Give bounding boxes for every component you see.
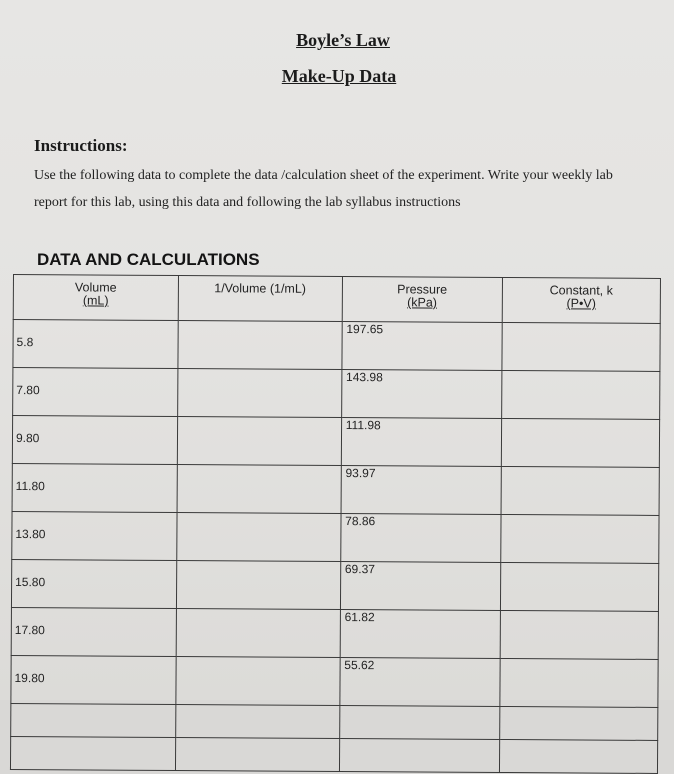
table-row-empty: [10, 736, 657, 773]
empty-cell: [499, 706, 657, 740]
volume-cell: 7.80: [13, 368, 178, 417]
inverse-volume-cell: [176, 513, 340, 562]
table-row: [13, 320, 660, 372]
constant-cell: [501, 466, 660, 515]
header-inverse-volume: [178, 276, 342, 322]
volume-cell: 19.80: [11, 655, 176, 704]
constant-cell: [501, 514, 660, 563]
constant-cell: [500, 562, 659, 611]
constant-cell: [500, 658, 659, 707]
volume-cell: 13.80: [12, 511, 177, 560]
pressure-cell: 61.82: [340, 610, 500, 659]
empty-cell: [11, 703, 176, 737]
document-title: Boyle’s Law: [296, 30, 390, 50]
header-pressure: [342, 277, 502, 323]
volume-cell: 11.80: [12, 463, 177, 512]
empty-cell: [499, 739, 657, 773]
table-row-empty: [11, 703, 658, 740]
header-pressure-label: Pressure: [397, 282, 448, 297]
document-subtitle: Make-Up Data: [281, 66, 397, 86]
empty-cell: [339, 739, 499, 773]
table-row: [12, 416, 659, 468]
data-table: [10, 274, 661, 774]
constant-cell: [502, 322, 661, 371]
instructions-text: Use the following data to complete the data /calculation sheet of the experiment. Write your weekly lab report for this lab, using this data and following the lab syllabus instructions: [34, 168, 613, 210]
inverse-volume-cell: [176, 657, 340, 706]
empty-cell: [175, 738, 339, 772]
pressure-cell: 93.97: [341, 466, 501, 515]
header-volume-label: Volume: [74, 280, 117, 295]
inverse-volume-cell: [177, 465, 341, 514]
header-volume: [13, 275, 178, 321]
pressure-cell: 197.65: [342, 322, 502, 371]
empty-cell: [175, 705, 339, 739]
pressure-cell: 69.37: [340, 562, 500, 611]
header-constant: [502, 277, 661, 323]
table-row: [11, 607, 658, 659]
inverse-volume-cell: [176, 561, 340, 610]
pressure-cell: 143.98: [341, 370, 501, 419]
instructions-heading: Instructions:: [34, 136, 128, 155]
inverse-volume-cell: [176, 609, 340, 658]
header-pressure-unit: (kPa): [407, 295, 438, 310]
volume-cell: 5.8: [13, 320, 178, 369]
section-title: DATA AND CALCULATIONS: [37, 250, 260, 269]
volume-cell: 9.80: [12, 416, 177, 465]
inverse-volume-cell: [177, 417, 341, 466]
table-row: [12, 463, 659, 515]
empty-cell: [10, 736, 175, 770]
inverse-volume-cell: [178, 321, 342, 370]
volume-cell: 15.80: [11, 559, 176, 608]
header-volume-unit: (mL): [82, 293, 109, 308]
constant-cell: [501, 418, 660, 467]
volume-cell: 17.80: [11, 607, 176, 656]
header-inverse-volume-label: 1/Volume (1/mL): [214, 281, 307, 296]
header-constant-unit: (P•V): [566, 296, 596, 311]
table-header-row: [13, 275, 660, 324]
empty-cell: [339, 706, 499, 740]
header-constant-label: Constant, k: [549, 283, 613, 298]
table-row: [11, 559, 658, 611]
pressure-cell: 55.62: [340, 658, 500, 707]
table-row: [13, 368, 660, 420]
pressure-cell: 78.86: [340, 514, 500, 563]
constant-cell: [500, 610, 659, 659]
inverse-volume-cell: [177, 369, 341, 418]
pressure-cell: 111.98: [341, 418, 501, 467]
table-row: [12, 511, 659, 563]
constant-cell: [501, 370, 660, 419]
